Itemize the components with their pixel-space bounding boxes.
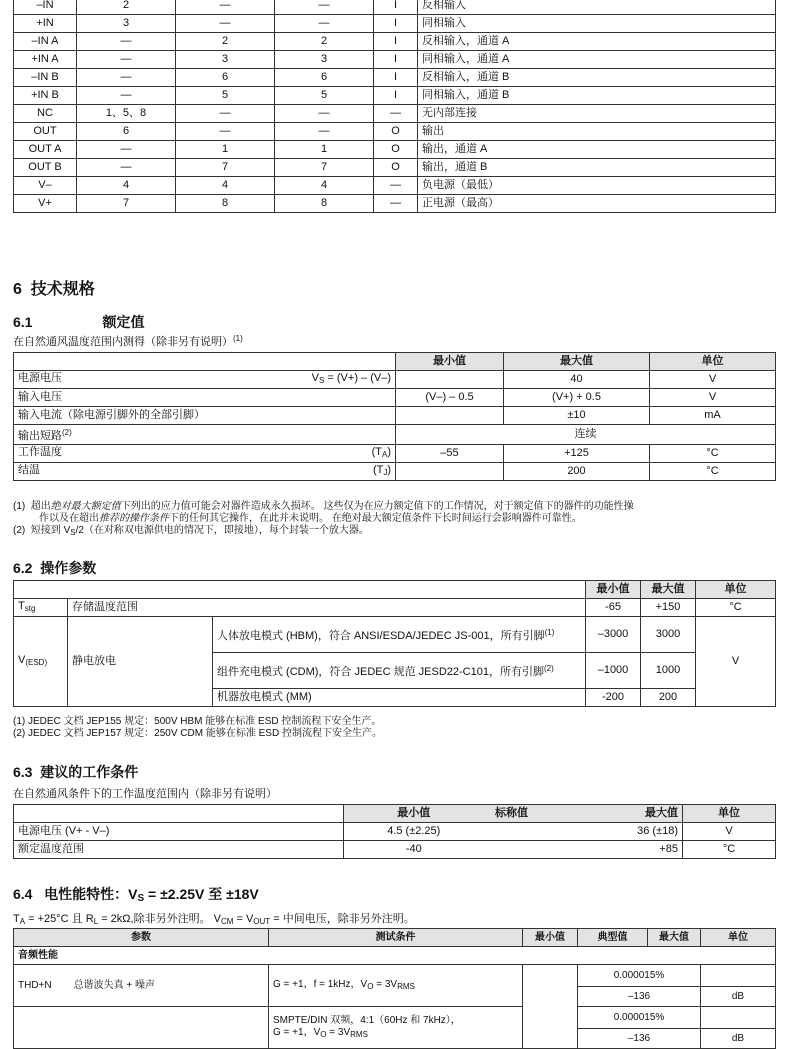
section-6-3-description: 在自然通风条件下的工作温度范围内（除非另有说明）	[13, 788, 277, 800]
footnotes-6-2	[13, 716, 382, 740]
pin-cell: 7	[275, 159, 374, 177]
pin-cell: —	[77, 87, 176, 105]
pin-cell: OUT	[14, 123, 77, 141]
pin-cell: 输出	[418, 123, 776, 141]
pin-cell: 反相输入	[418, 0, 776, 15]
pin-cell: 3	[176, 51, 275, 69]
pin-cell: 2	[176, 33, 275, 51]
table-row	[14, 141, 776, 159]
table-row	[14, 0, 776, 15]
table-row: –136 dB	[14, 1029, 776, 1049]
table-row: $V_{(ESD)}$ 静电放电 人体放电模式 (HBM)，符合 ANSI/ESDA/JEDEC JS-001，所有引脚$^{(1)}$ –3000 3000 V	[14, 617, 776, 653]
table-row	[14, 159, 776, 177]
table-row: THD+N 总谐波失真 + 噪声 G = +1，f = 1kHz，$V_O = 3V_{RMS}$ 0.000015%	[14, 965, 776, 987]
table-row	[14, 195, 776, 213]
pin-cell: —	[275, 123, 374, 141]
pin-cell: 正电源（最高）	[418, 195, 776, 213]
pin-cell: 4	[275, 177, 374, 195]
footnote-2: (2) 短接到 $V_S/2$（在对称双电源供电的情况下，即接地），每个封装一个放大器。	[13, 525, 369, 537]
pin-cell: 4	[176, 177, 275, 195]
pin-cell: –IN B	[14, 69, 77, 87]
pin-cell: 6	[77, 123, 176, 141]
pin-cell: —	[77, 69, 176, 87]
pin-cell: –IN A	[14, 33, 77, 51]
pin-cell: 8	[176, 195, 275, 213]
table-row	[14, 33, 776, 51]
pin-cell: —	[176, 15, 275, 33]
pin-cell: —	[176, 0, 275, 15]
pin-cell: 8	[275, 195, 374, 213]
table-row: 输入电压 (V–) – 0.5 (V+) + 0.5 V	[14, 389, 776, 407]
electrical-characteristics-table	[13, 928, 776, 1049]
pin-cell: I	[374, 69, 418, 87]
pin-cell: —	[176, 123, 275, 141]
table-header-row: 参数 测试条件 最小值 典型值 最大值 单位	[14, 929, 776, 947]
section-6-1-heading: 6.1 额定值	[13, 314, 145, 330]
handling-ratings-table	[13, 580, 776, 707]
pin-cell: V+	[14, 195, 77, 213]
table-row: $T_{stg}$ 存储温度范围 -65 +150 °C	[14, 599, 776, 617]
table-header-row: 最小值 标称值 最大值 单位	[14, 805, 776, 823]
pin-cell: V–	[14, 177, 77, 195]
pin-cell: 6	[275, 69, 374, 87]
pin-cell: 4	[77, 177, 176, 195]
pin-cell: 7	[176, 159, 275, 177]
pin-cell: 3	[77, 15, 176, 33]
table-row: –136 dB	[14, 987, 776, 1007]
table-header-row: 最小值 最大值 单位	[14, 581, 776, 599]
pin-cell: –IN	[14, 0, 77, 15]
pin-cell: +IN A	[14, 51, 77, 69]
table-row	[14, 51, 776, 69]
pin-cell: —	[176, 105, 275, 123]
pin-cell: OUT B	[14, 159, 77, 177]
pin-cell: 1	[176, 141, 275, 159]
pin-function-table	[13, 0, 776, 213]
pin-cell: O	[374, 123, 418, 141]
table-row: 输入电流（除电源引脚外的全部引脚） ±10 mA	[14, 407, 776, 425]
pin-cell: —	[77, 141, 176, 159]
pin-cell: —	[77, 33, 176, 51]
pin-cell: 1、5、8	[77, 105, 176, 123]
section-6-2-heading: 6.2 操作参数	[13, 560, 97, 576]
pin-cell: OUT A	[14, 141, 77, 159]
section-6-4-description: $T_A = +25^\circ C$ 且 $R_L = 2k\Omega$,除非另外注明。 $V_{CM} = V_{OUT}$ = 中间电压，除非另外注明。	[13, 913, 415, 926]
pin-cell: I	[374, 51, 418, 69]
footnote-1: (1) JEDEC 文档 JEP155 规定：500V HBM 能够在标准 ESD 控制流程下安全生产。	[13, 716, 382, 727]
pin-cell: O	[374, 159, 418, 177]
pin-cell: 3	[275, 51, 374, 69]
table-row: 结温 $(T_J)$ 200 °C	[14, 463, 776, 481]
pin-cell: 负电源（最低）	[418, 177, 776, 195]
pin-cell: 2	[275, 33, 374, 51]
table-row	[14, 87, 776, 105]
table-row	[14, 105, 776, 123]
footnote-2: (2) JEDEC 文档 JEP157 规定：250V CDM 能够在标准 ESD 控制流程下安全生产。	[13, 728, 382, 739]
pin-cell: 1	[275, 141, 374, 159]
table-row	[14, 123, 776, 141]
section-6-4-heading: 6.4 电性能特性：$V_S = \pm 2.25V$ 至 ±18V	[13, 886, 259, 904]
table-row: 输出短路$^{(2)}$ 连续	[14, 425, 776, 445]
table-row	[14, 69, 776, 87]
pin-cell: —	[77, 159, 176, 177]
pin-cell: 7	[77, 195, 176, 213]
pin-cell: I	[374, 0, 418, 15]
footnote-1: (1) 超出绝对最大额定值下列出的应力值可能会对器件造成永久损坏。 这些仅为在应力额定值下的工作情况，对于额定值下的器件的功能性操	[13, 501, 634, 512]
pin-cell: 输出，通道 A	[418, 141, 776, 159]
pin-cell: +IN	[14, 15, 77, 33]
table-group-row: 音频性能	[14, 947, 776, 965]
pin-cell: —	[275, 15, 374, 33]
pin-cell: 无内部连接	[418, 105, 776, 123]
pin-cell: 同相输入，通道 B	[418, 87, 776, 105]
pin-cell: —	[275, 105, 374, 123]
pin-cell: —	[374, 195, 418, 213]
table-row: 额定温度范围 -40 +85 °C	[14, 841, 776, 859]
section-6-3-heading: 6.3 建议的工作条件	[13, 764, 139, 780]
table-row: 电源电压 (V+ - V–) 4.5 (±2.25) 36 (±18) V	[14, 823, 776, 841]
pin-cell: 5	[275, 87, 374, 105]
pin-cell: 输出，通道 B	[418, 159, 776, 177]
table-row: 机器放电模式 (MM) -200 200	[14, 689, 776, 707]
table-row: 工作温度 $(T_A)$ –55 +125 °C	[14, 445, 776, 463]
table-row: SMPTE/DIN 双频，4:1（60Hz 和 7kHz）， G = +1，$V_O = 3V_{RMS}$ 0.000015%	[14, 1007, 776, 1029]
footnotes-6-1	[13, 501, 778, 539]
absolute-max-ratings-table	[13, 352, 776, 481]
footnote-1-cont: 作以及在超出推荐的操作条件下的任何其它操作，在此并未说明。 在绝对最大额定值条件下长时间运行会影响器件可靠性。	[39, 513, 582, 524]
pin-cell: 反相输入，通道 A	[418, 33, 776, 51]
pin-cell: —	[77, 51, 176, 69]
pin-cell: 2	[77, 0, 176, 15]
pin-cell: +IN B	[14, 87, 77, 105]
table-row: 电源电压 $V_S = (V+) - (V-)$ 40 V	[14, 371, 776, 389]
pin-cell: 5	[176, 87, 275, 105]
pin-cell: I	[374, 87, 418, 105]
pin-cell: 6	[176, 69, 275, 87]
pin-cell: —	[374, 105, 418, 123]
table-header-row: 最小值 最大值 单位	[14, 353, 776, 371]
pin-cell: 同相输入，通道 A	[418, 51, 776, 69]
table-row	[14, 177, 776, 195]
pin-cell: I	[374, 15, 418, 33]
section-6-heading: 6 技术规格	[13, 281, 95, 298]
table-row: 组件充电模式 (CDM)，符合 JEDEC 规范 JESD22-C101，所有引脚$^{(2)}$ –1000 1000	[14, 653, 776, 689]
section-6-1-description: 在自然通风温度范围内测得（除非另有说明）$^{(1)}$	[13, 334, 243, 348]
table-row	[14, 15, 776, 33]
pin-cell: O	[374, 141, 418, 159]
pin-cell: —	[275, 0, 374, 15]
pin-cell: NC	[14, 105, 77, 123]
pin-cell: 反相输入，通道 B	[418, 69, 776, 87]
pin-cell: —	[374, 177, 418, 195]
recommended-conditions-table	[13, 804, 776, 859]
pin-cell: I	[374, 33, 418, 51]
pin-cell: 同相输入	[418, 15, 776, 33]
